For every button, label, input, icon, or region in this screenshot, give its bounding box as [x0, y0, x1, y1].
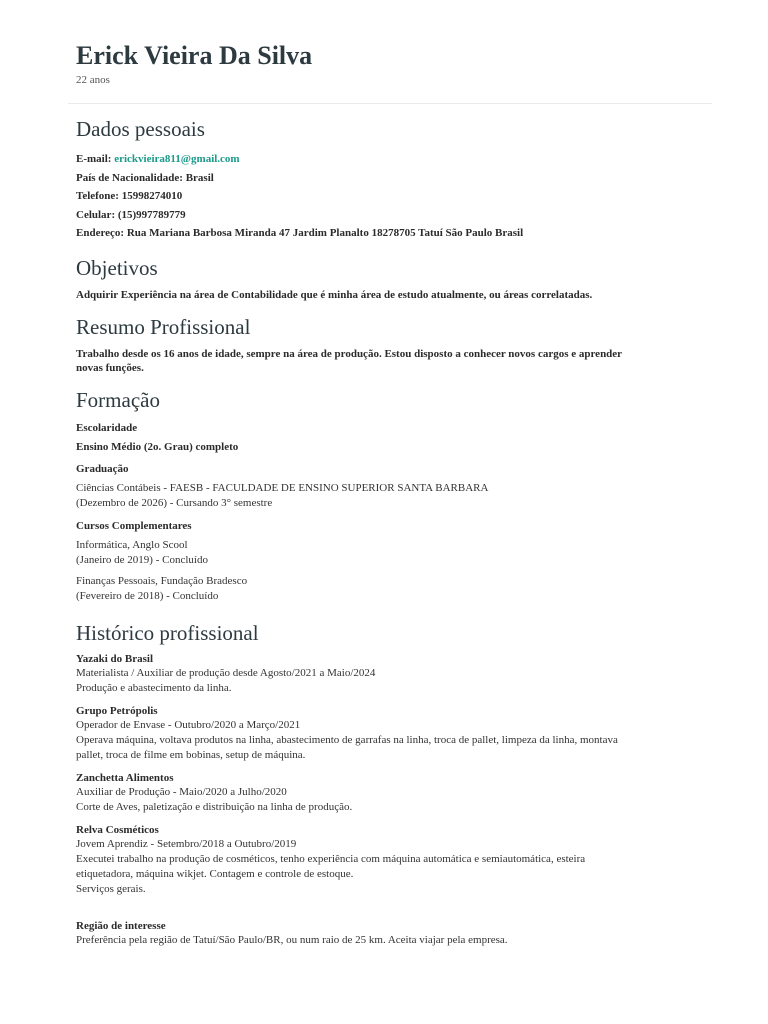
- escolaridade-block: [76, 421, 702, 454]
- graduacao-course: Ciências Contábeis - FAESB - FACULDADE DE ENSINO SUPERIOR SANTA BARBARA: [76, 482, 489, 494]
- section-title-resumo: Resumo Profissional: [76, 315, 251, 339]
- escolaridade-label: Escolaridade: [76, 422, 138, 434]
- graduacao-label: Graduação: [76, 463, 129, 475]
- curso-1-name: Informática, Anglo Scool: [76, 539, 188, 551]
- graduacao-status: (Dezembro de 2026) - Cursando 3° semestre: [76, 497, 273, 509]
- graduacao-block: [76, 462, 702, 511]
- resumo-line-1: Trabalho desde os 16 anos de idade, sempre na área de produção. Estou disposto a conhecer novos cargos e aprender: [76, 348, 623, 360]
- section-objetivos: [76, 255, 702, 303]
- job-desc: etiquetadora, máquina wikjet. Contagem e controle de estoque.: [76, 868, 354, 880]
- section-regiao: [76, 919, 702, 948]
- job-item: [76, 704, 702, 763]
- job-item: [76, 771, 702, 815]
- nationality-row: País de Nacionalidade: Brasil: [76, 171, 214, 184]
- section-resumo: [76, 314, 702, 375]
- resumo-text: [76, 348, 702, 375]
- cursos-block: [76, 519, 702, 604]
- job-role: Auxiliar de Produção - Maio/2020 a Julho/2020: [76, 786, 287, 798]
- section-title-formacao: Formação: [76, 388, 160, 412]
- job-item: [76, 823, 702, 897]
- job-company: Grupo Petrópolis: [76, 705, 158, 717]
- address-row: Endereço: Rua Mariana Barbosa Miranda 47 Jardim Planalto 18278705 Tatuí São Paulo Brasil: [76, 227, 524, 239]
- curso-2-name: Finanças Pessoais, Fundação Bradesco: [76, 575, 248, 587]
- section-title-objetivos: Objetivos: [76, 255, 158, 280]
- job-role: Operador de Envase - Outubro/2020 a Março/2021: [76, 719, 301, 731]
- email-label: E-mail:: [76, 153, 112, 165]
- job-company: Yazaki do Brasil: [76, 653, 154, 665]
- jobs-list: [76, 652, 702, 897]
- candidate-name: Erick Vieira Da Silva: [76, 41, 313, 70]
- candidate-age: 22 anos: [76, 74, 110, 86]
- job-desc: Serviços gerais.: [76, 883, 146, 895]
- mobile-row: Celular: (15)997789779: [76, 208, 186, 221]
- section-formacao: [76, 387, 702, 604]
- job-role: Jovem Aprendiz - Setembro/2018 a Outubro/2019: [76, 838, 297, 850]
- job-desc: Operava máquina, voltava produtos na linha, abastecimento de garrafas na linha, troca de pallet, limpeza da linha, montava: [76, 734, 618, 746]
- regiao-label: Região de interesse: [76, 920, 166, 932]
- curso-2-status: (Fevereiro de 2018) - Concluído: [76, 590, 219, 602]
- section-historico: [76, 620, 702, 897]
- header-divider: [68, 103, 712, 104]
- section-title-dados: Dados pessoais: [76, 117, 205, 141]
- job-desc: Executei trabalho na produção de cosméticos, tenho experiência com máquina automática e semiautomática, esteira: [76, 853, 586, 865]
- email-link[interactable]: erickvieira811@gmail.com: [114, 153, 240, 165]
- resumo-line-2: novas funções.: [76, 361, 144, 374]
- section-title-historico: Histórico profissional: [76, 621, 259, 645]
- email-row: [76, 150, 702, 169]
- job-desc: Corte de Aves, paletização e distribuição na linha de produção.: [76, 801, 353, 813]
- job-role: Materialista / Auxiliar de produção desde Agosto/2021 a Maio/2024: [76, 667, 376, 679]
- phone-row: Telefone: 15998274010: [76, 190, 183, 202]
- section-dados-pessoais: [76, 116, 702, 243]
- escolaridade-value: Ensino Médio (2o. Grau) completo: [76, 441, 239, 453]
- job-desc: pallet, troca de filme em bobinas, setup de máquina.: [76, 749, 306, 761]
- job-item: [76, 652, 702, 696]
- job-company: Relva Cosméticos: [76, 824, 159, 836]
- objetivos-text: Adquirir Experiência na área de Contabilidade que é minha área de estudo atualmente, ou áreas correlatadas.: [76, 288, 593, 301]
- curso-1-status: (Janeiro de 2019) - Concluído: [76, 554, 208, 566]
- cursos-label: Cursos Complementares: [76, 520, 192, 532]
- job-desc: Produção e abastecimento da linha.: [76, 682, 232, 694]
- job-company: Zanchetta Alimentos: [76, 772, 174, 784]
- regiao-text: Preferência pela região de Tatuí/São Paulo/BR, ou num raio de 25 km. Aceita viajar pela empresa.: [76, 934, 508, 946]
